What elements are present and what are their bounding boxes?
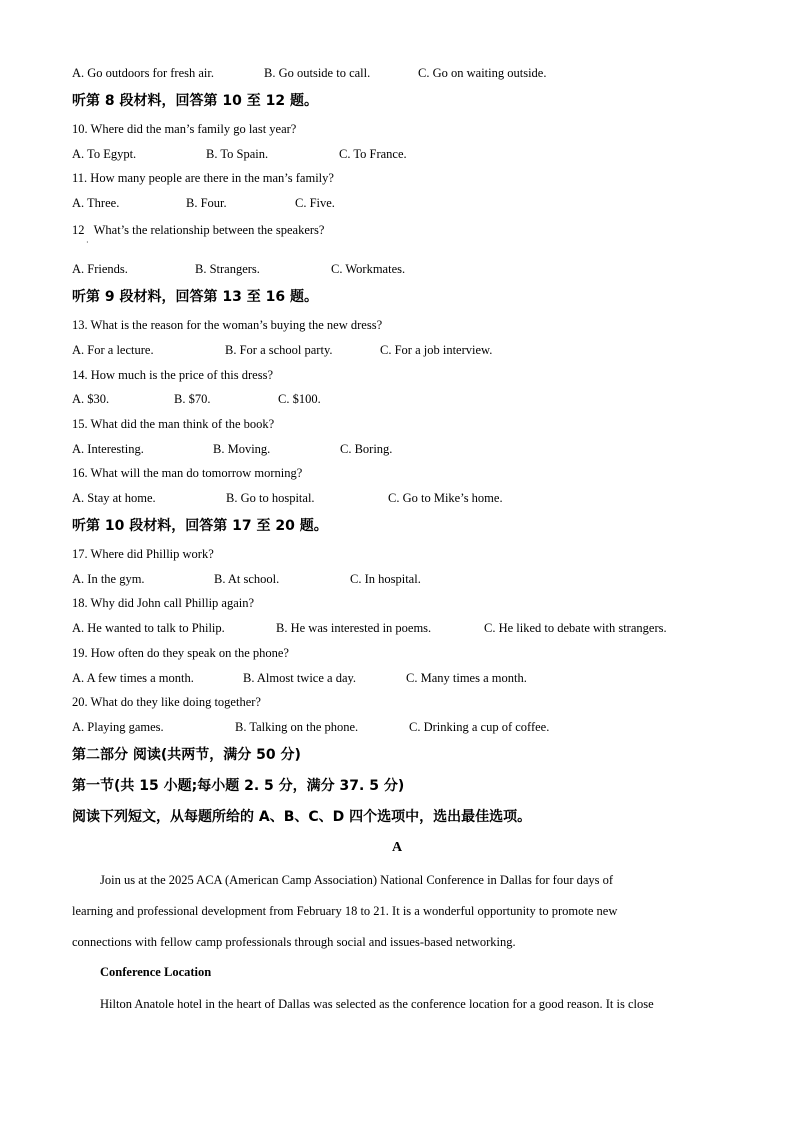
q16-option-b: B. Go to hospital. — [226, 491, 315, 505]
q15-option-b: B. Moving. — [213, 442, 271, 456]
q11-option-b: B. Four. — [186, 196, 227, 210]
question-17: 17. Where did Phillip work? — [72, 547, 214, 561]
paragraph-2-line-1: Hilton Anatole hotel in the heart of Dallas was selected as the conference location for a good reason. It is close — [100, 997, 654, 1011]
q15-option-c: C. Boring. — [340, 442, 393, 456]
q16-option-c: C. Go to Mike’s home. — [388, 491, 503, 505]
q17-option-b: B. At school. — [214, 572, 280, 586]
q15-option-a: A. Interesting. — [72, 442, 144, 456]
q9-option-a: A. Go outdoors for fresh air. — [72, 66, 214, 80]
q20-option-a: A. Playing games. — [72, 720, 164, 734]
q17-option-c: C. In hospital. — [350, 572, 421, 586]
question-13: 13. What is the reason for the woman’s buying the new dress? — [72, 318, 383, 332]
conference-location-heading: Conference Location — [100, 965, 212, 979]
question-18: 18. Why did John call Phillip again? — [72, 596, 255, 610]
q10-option-b: B. To Spain. — [206, 147, 269, 161]
q14-option-c: C. $100. — [278, 392, 321, 406]
q16-option-a: A. Stay at home. — [72, 491, 156, 505]
q17-option-a: A. In the gym. — [72, 572, 145, 586]
section-10-heading: 听第 10 段材料，回答第 17 至 20 题。 — [72, 518, 328, 534]
q11-option-a: A. Three. — [72, 196, 120, 210]
q12-option-b: B. Strangers. — [195, 262, 260, 276]
q18-option-a: A. He wanted to talk to Philip. — [72, 621, 225, 635]
q13-option-a: A. For a lecture. — [72, 343, 154, 357]
section-8-heading: 听第 8 段材料，回答第 10 至 12 题。 — [72, 93, 318, 109]
paragraph-1-line-3: connections with fellow camp professionals through social and issues-based networking. — [72, 935, 516, 949]
q10-option-a: A. To Egypt. — [72, 147, 137, 161]
q20-option-c: C. Drinking a cup of coffee. — [409, 720, 550, 734]
question-20: 20. What do they like doing together? — [72, 695, 261, 709]
paragraph-1-line-2: learning and professional development from February 18 to 21. It is a wonderful opportunity to promote new — [72, 904, 618, 918]
question-15: 15. What did the man think of the book? — [72, 417, 275, 431]
dot-mark: · — [86, 238, 89, 247]
q18-option-c: C. He liked to debate with strangers. — [484, 621, 667, 635]
section-9-heading: 听第 9 段材料，回答第 13 至 16 题。 — [72, 289, 318, 305]
q19-option-c: C. Many times a month. — [406, 671, 527, 685]
question-19: 19. How often do they speak on the phone? — [72, 646, 289, 660]
q12-option-a: A. Friends. — [72, 262, 128, 276]
question-16: 16. What will the man do tomorrow morning? — [72, 466, 303, 480]
q11-option-c: C. Five. — [295, 196, 335, 210]
q10-option-c: C. To France. — [339, 147, 407, 161]
q12-number: 12 — [72, 223, 85, 237]
paragraph-1-line-1: Join us at the 2025 ACA (American Camp Association) National Conference in Dallas for four days of — [100, 873, 614, 887]
q12-text: What’s the relationship between the speakers? — [93, 223, 325, 237]
q13-option-c: C. For a job interview. — [380, 343, 493, 357]
q9-option-c: C. Go on waiting outside. — [418, 66, 547, 80]
reading-instruction: 阅读下列短文，从每题所给的 A、B、C、D 四个选项中，选出最佳选项。 — [72, 809, 532, 825]
section-1-heading: 第一节(共 15 小题;每小题 2. 5 分，满分 37. 5 分) — [72, 778, 405, 794]
q18-option-b: B. He was interested in poems. — [276, 621, 432, 635]
q14-option-a: A. $30. — [72, 392, 110, 406]
q9-option-b: B. Go outside to call. — [264, 66, 371, 80]
q13-option-b: B. For a school party. — [225, 343, 333, 357]
q20-option-b: B. Talking on the phone. — [235, 720, 359, 734]
q12-option-c: C. Workmates. — [331, 262, 406, 276]
question-11: 11. How many people are there in the man’s family? — [72, 171, 334, 185]
question-12 — [72, 222, 324, 238]
q14-option-b: B. $70. — [174, 392, 211, 406]
q19-option-b: B. Almost twice a day. — [243, 671, 357, 685]
passage-letter: A — [391, 840, 403, 855]
q19-option-a: A. A few times a month. — [72, 671, 194, 685]
question-14: 14. How much is the price of this dress? — [72, 368, 274, 382]
question-10: 10. Where did the man’s family go last year? — [72, 122, 297, 136]
part-2-heading: 第二部分 阅读(共两节，满分 50 分) — [72, 747, 301, 763]
